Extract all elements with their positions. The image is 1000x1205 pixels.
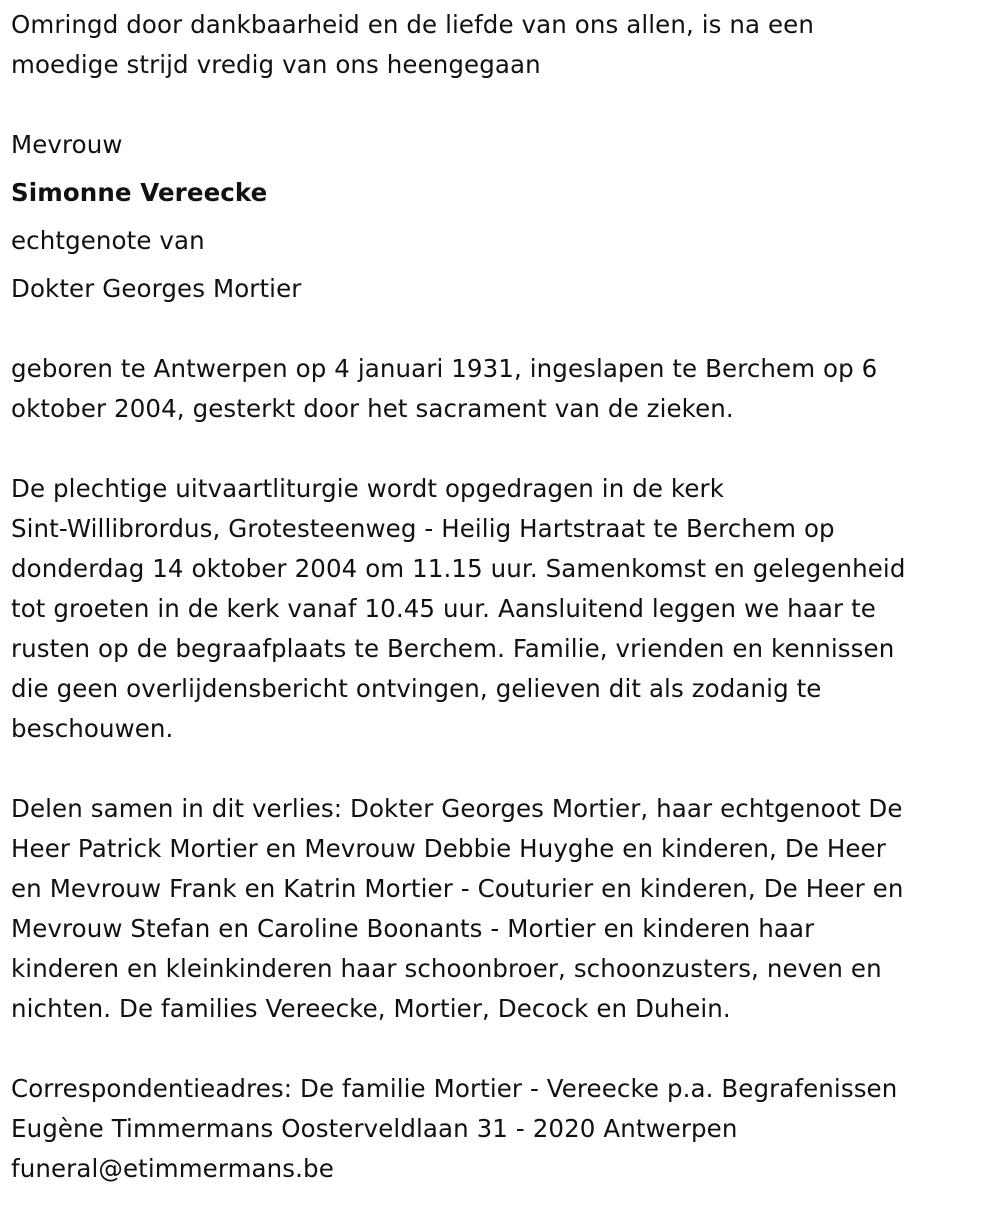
- birth-death-line-1: geboren te Antwerpen op 4 januari 1931, ingeslapen te Berchem op 6: [11, 354, 878, 383]
- correspondence-line-2: Eugène Timmermans Oosterveldlaan 31 - 2020 Antwerpen: [11, 1114, 738, 1143]
- funeral-line-7: beschouwen.: [11, 714, 174, 743]
- funeral-line-5: rusten op de begraafplaats te Berchem. Familie, vrienden en kennissen: [11, 634, 895, 663]
- family-line-3: en Mevrouw Frank en Katrin Mortier - Couturier en kinderen, De Heer en: [11, 874, 904, 903]
- family-line-1: Delen samen in dit verlies: Dokter Georges Mortier, haar echtgenoot De: [11, 794, 903, 823]
- funeral-line-2: Sint-Willibrordus, Grotesteenweg - Heilig Hartstraat te Berchem op: [11, 514, 835, 543]
- funeral-line-4: tot groeten in de kerk vanaf 10.45 uur. Aansluitend leggen we haar te: [11, 594, 876, 623]
- spouse-name: Dokter Georges Mortier: [11, 274, 302, 303]
- family-line-4: Mevrouw Stefan en Caroline Boonants - Mortier en kinderen haar: [11, 914, 815, 943]
- deceased-name: Simonne Vereecke: [11, 178, 268, 207]
- relation-label: echtgenote van: [11, 226, 205, 255]
- title-prefix: Mevrouw: [11, 130, 123, 159]
- funeral-line-1: De plechtige uitvaartliturgie wordt opgedragen in de kerk: [11, 474, 724, 503]
- birth-death-line-2: oktober 2004, gesterkt door het sacrament van de zieken.: [11, 394, 734, 423]
- family-line-5: kinderen en kleinkinderen haar schoonbroer, schoonzusters, neven en: [11, 954, 882, 983]
- intro-line-2: moedige strijd vredig van ons heengegaan: [11, 50, 541, 79]
- funeral-line-6: die geen overlijdensbericht ontvingen, gelieven dit als zodanig te: [11, 674, 822, 703]
- family-line-2: Heer Patrick Mortier en Mevrouw Debbie Huyghe en kinderen, De Heer: [11, 834, 886, 863]
- intro-line-1: Omringd door dankbaarheid en de liefde van ons allen, is na een: [11, 10, 814, 39]
- family-line-6: nichten. De families Vereecke, Mortier, Decock en Duhein.: [11, 994, 731, 1023]
- correspondence-line-1: Correspondentieadres: De familie Mortier - Vereecke p.a. Begrafenissen: [11, 1074, 898, 1103]
- correspondence-email: funeral@etimmermans.be: [11, 1154, 334, 1183]
- funeral-line-3: donderdag 14 oktober 2004 om 11.15 uur. Samenkomst en gelegenheid: [11, 554, 906, 583]
